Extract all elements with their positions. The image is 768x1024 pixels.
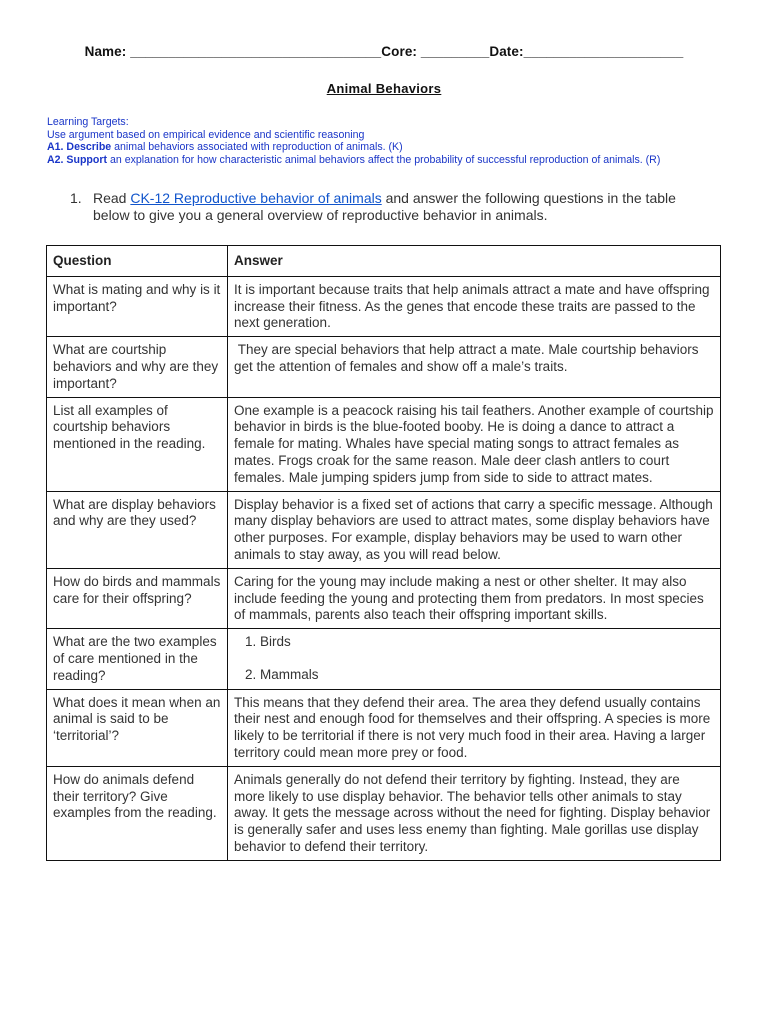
table-row: [47, 568, 721, 628]
question-cell: What are courtship behaviors and why are they important?: [47, 337, 228, 397]
table-row: [47, 689, 721, 766]
a2-label: A2. Support: [47, 153, 108, 166]
answer-cell[interactable]: One example is a peacock raising his tail feathers. Another example of courtship behavior in birds is the blue-footed booby. He is doing a dance to attract a female for mating. Whales have special mating songs to attract females as mates. Frogs croak for the same reason. Male deer clash antlers to court females. Male jumping spiders jump from side to side to attract mates.: [228, 397, 721, 491]
answer-cell[interactable]: They are special behaviors that help attract a mate. Male courtship behaviors get the attention of females and show off a male’s traits.: [228, 337, 721, 397]
ck12-reading-link[interactable]: CK-12 Reproductive behavior of animals: [130, 190, 382, 206]
question-text: [93, 190, 710, 224]
care-examples-list: [234, 634, 714, 684]
table-header-row: [47, 246, 721, 277]
column-header-answer: Answer: [228, 246, 721, 277]
learning-targets-heading: Learning Targets:: [47, 116, 129, 128]
question-cell: List all examples of courtship behaviors mentioned in the reading.: [47, 397, 228, 491]
question-answer-table: [46, 245, 721, 861]
table-row: [47, 629, 721, 689]
question-cell: What are display behaviors and why are they used?: [47, 491, 228, 568]
list-item: 1. Birds: [260, 634, 714, 651]
table-row: [47, 276, 721, 336]
learning-targets: [47, 116, 737, 166]
a2-text: an explanation for how characteristic animal behaviors affect the probability of successful reproduction of animals. (R): [107, 153, 661, 166]
question-cell: How do birds and mammals care for their offspring?: [47, 568, 228, 628]
question-before-link: Read: [93, 190, 131, 206]
name-core-date-line: Name: _________________________________Core: _________Date:_____________________: [84, 44, 684, 59]
a1-label: A1. Describe: [47, 141, 112, 154]
column-header-question: Question: [47, 246, 228, 277]
list-item: 2. Mammals: [260, 667, 714, 684]
table-row: [47, 491, 721, 568]
answer-cell[interactable]: [228, 629, 721, 689]
answer-cell[interactable]: This means that they defend their area. The area they defend usually contains their nest and enough food for themselves and their offspring. A species is more likely to be territorial if there is not very much food in their area. Having a larger territory could mean more prey or food.: [228, 689, 721, 766]
question-1-instructions: [70, 190, 710, 224]
question-cell: What does it mean when an animal is said to be ‘territorial’?: [47, 689, 228, 766]
learning-target-argument: Use argument based on empirical evidence and scientific reasoning: [47, 128, 365, 141]
table-row: [47, 397, 721, 491]
learning-target-a2: [47, 154, 737, 167]
question-cell: How do animals defend their territory? Give examples from the reading.: [47, 766, 228, 860]
learning-target-a1: [47, 141, 737, 154]
a1-text: animal behaviors associated with reproduction of animals. (K): [111, 141, 403, 154]
question-cell: What is mating and why is it important?: [47, 276, 228, 336]
answer-cell[interactable]: It is important because traits that help animals attract a mate and have offspring increase their fitness. As the genes that encode these traits are passed to the next generation.: [228, 276, 721, 336]
question-number: 1.: [70, 190, 82, 206]
question-cell: What are the two examples of care mentioned in the reading?: [47, 629, 228, 689]
answer-cell[interactable]: Display behavior is a fixed set of actions that carry a specific message. Although many display behaviors are used to attract mates, some display behaviors have other purposes. For example, display behaviors may be used to warn other animals to stay away, as you will read below.: [228, 491, 721, 568]
table-row: [47, 766, 721, 860]
answer-cell[interactable]: Caring for the young may include making a nest or other shelter. It may also include feeding the young and protecting them from predators. In most species of mammals, parents also teach their offspring important skills.: [228, 568, 721, 628]
table-row: [47, 337, 721, 397]
page-title: Animal Behaviors: [326, 81, 442, 96]
answer-cell[interactable]: Animals generally do not defend their territory by fighting. Instead, they are more likely to use display behavior. The behavior tells other animals to stay away. It gets the message across without the need for fighting. Display behavior is generally safer and uses less enemy than fighting. Male gorillas use display behavior to defend their territory.: [228, 766, 721, 860]
question-after-link: and answer the following questions in the table below to give you a general overview of reproductive behavior in animals.: [93, 190, 676, 223]
